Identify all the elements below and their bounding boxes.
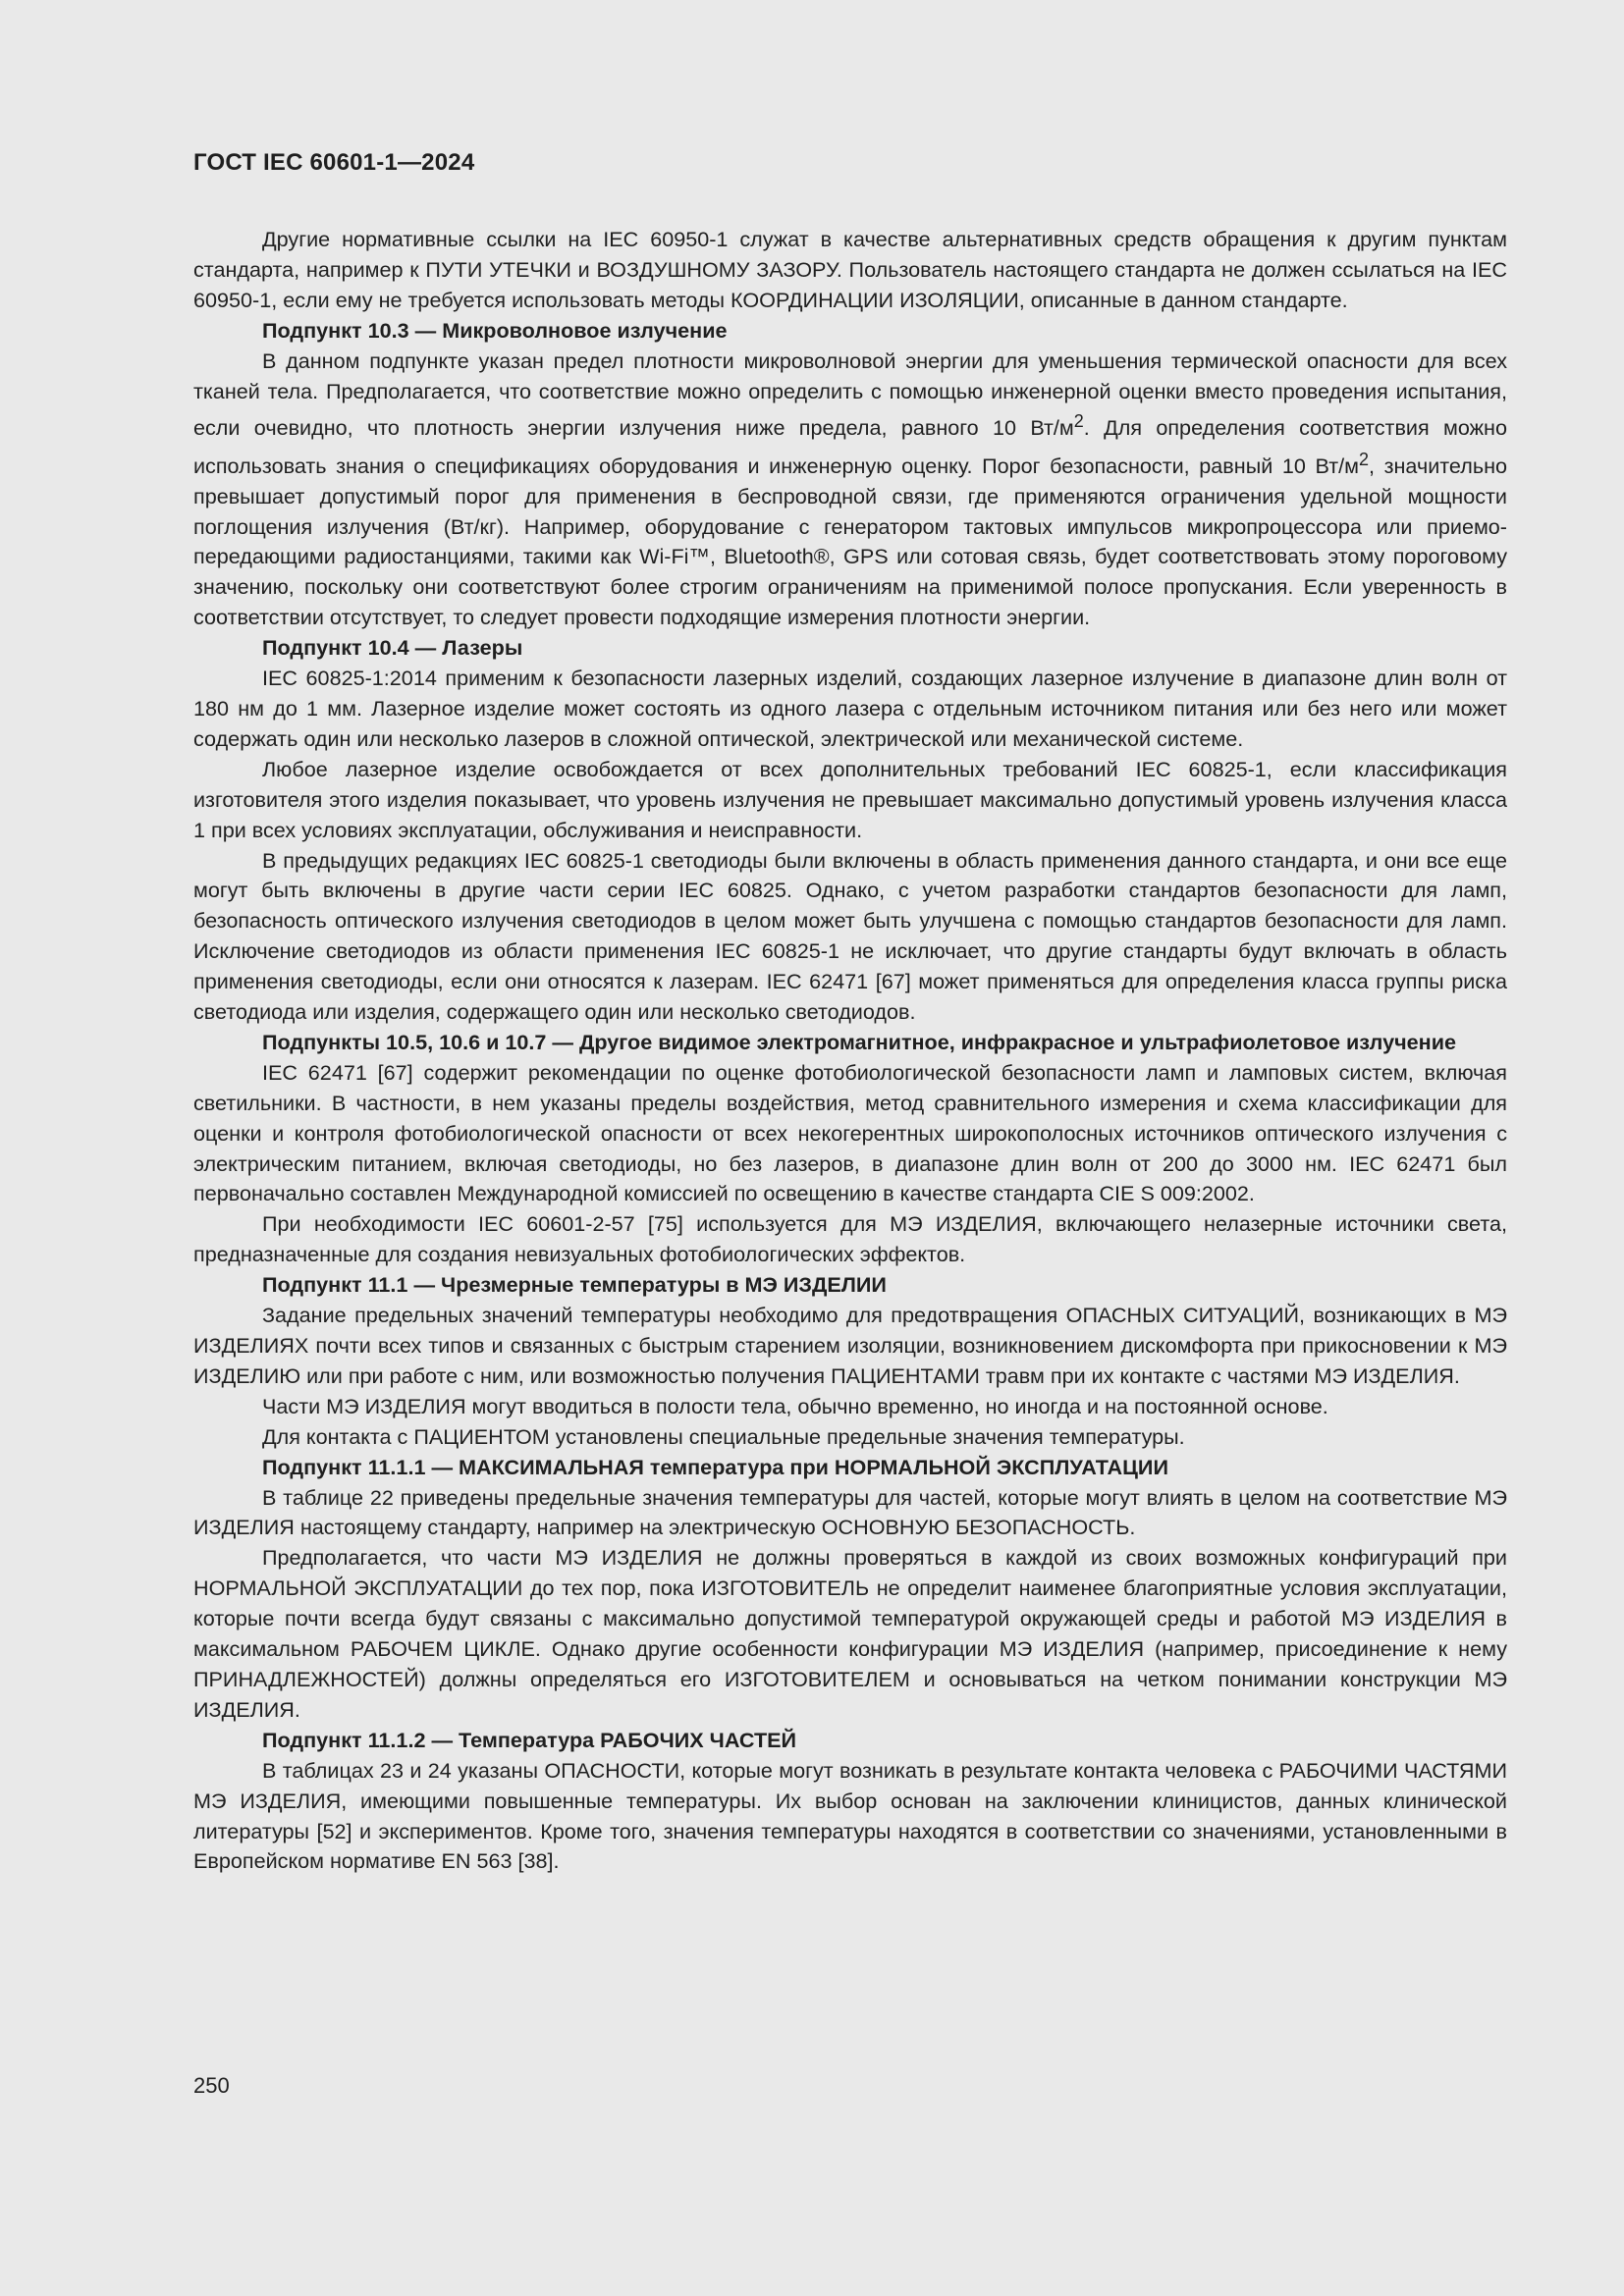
paragraph-10-4-exemption: Любое лазерное изделие освобождается от всех дополнительных требований IEC 60825-1, если классификация изготовителя этого изделия показывает, что уровень излучения не превышает максимально допустимый уровень излучения класса 1 при всех условиях эксплуатации, обслуживания и неисправности. [193, 756, 1507, 842]
paragraph-10-3: В данном подпункте указан предел плотности микроволновой энергии для уменьшения термической опасности для всех тканей тела. Предполагается, что соответствие можно определить с помощью инженерной оценки вместо проведения испытания, если очевидно, что плотность энергии излучения ниже предела, равного 10 $Вт/м^2$. Для определения соответствия можно использовать знания о спецификациях оборудования и инженерную оценку. Порог безопасности, равный 10 $Вт/м^2$, значительно превышает допустимый порог для применения в беспроводной связи, где применяются ограничения удельной мощности поглощения излучения (Вт/кг). Например, оборудование с генератором тактовых импульсов микропроцессора или приемо-передающими радиостанциями, такими как Wi-Fi™, Bluetooth®, GPS или сотовая связь, будет соответствовать этому пороговому значению, поскольку они соответствуют более строгим ограничениям на применимой полосе пропускания. Если уверенность в соответствии отсутствует, то следует провести подходящие измерения плотности энергии. [193, 347, 1507, 630]
paragraph-10-5-iec60601-2-57: При необходимости IEC 60601-2-57 [75] используется для МЭ ИЗДЕЛИЯ, включающего нелазерные источники света, предназначенные для создания невизуальных фотобиологических эффектов. [193, 1211, 1507, 1267]
page-number: 250 [193, 2073, 230, 2098]
paragraph-11-1-limits: Задание предельных значений температуры необходимо для предотвращения ОПАСНЫХ СИТУАЦИЙ, возникающих в МЭ ИЗДЕЛИЯХ почти всех типов и связанных с быстрым старением изоляции, возникновением дискомфорта при прикосновении к МЭ ИЗДЕЛИЮ или при работе с ним, или возможностью получения ПАЦИЕНТАМИ травм при их контакте с частями МЭ ИЗДЕЛИЯ. [193, 1303, 1507, 1388]
heading-11-1-2: Подпункт 11.1.2 — Температура РАБОЧИХ ЧАСТЕЙ [262, 1727, 797, 1752]
heading-10-5-10-6-10-7: Подпункты 10.5, 10.6 и 10.7 — Другое видимое электромагнитное, инфракрасное и ультрафиолетовое излучение [262, 1029, 1456, 1054]
paragraph-11-1-1-table22: В таблице 22 приведены предельные значения температуры для частей, которые могут влиять в целом на соответствие МЭ ИЗДЕЛИЯ настоящему стандарту, например на электрическую ОСНОВНУЮ БЕЗОПАСНОСТЬ. [193, 1484, 1507, 1540]
heading-11-1: Подпункт 11.1 — Чрезмерные температуры в МЭ ИЗДЕЛИИ [262, 1272, 887, 1298]
paragraph-10-4-scope: IEC 60825-1:2014 применим к безопасности лазерных изделий, создающих лазерное излучение в диапазоне длин волн от 180 нм до 1 мм. Лазерное изделие может состоять из одного лазера с отдельным источником питания или без него или может содержать один или несколько лазеров в сложной оптической, электрической или механической системе. [193, 666, 1507, 751]
paragraph-10-5-iec62471: IEC 62471 [67] содержит рекомендации по оценке фотобиологической безопасности ламп и ламповых систем, включая светильники. В частности, в нем указаны пределы воздействия, метод сравнительного измерения и схема классификации для оценки и контроля фотобиологической опасности от всех некогерентных широкополосных источников оптического излучения с электрическим питанием, включая светодиоды, но без лазеров, в диапазоне длин волн от 200 до 3000 нм. IEC 62471 был первоначально составлен Международной комиссией по освещению в качестве стандарта CIE S 009:2002. [193, 1059, 1507, 1206]
paragraph-11-1-2-tables23-24: В таблицах 23 и 24 указаны ОПАСНОСТИ, которые могут возникать в результате контакта человека с РАБОЧИМИ ЧАСТЯМИ МЭ ИЗДЕЛИЯ, имеющими повышенные температуры. Их выбор основан на заключении клиницистов, данных клинической литературы [52] и экспериментов. Кроме того, значения температуры находятся в соответствии со значениями, установленными в Европейском нормативе EN 563 [38]. [193, 1757, 1507, 1874]
heading-10-3: Подпункт 10.3 — Микроволновое излучение [262, 317, 728, 343]
paragraph-11-1-1-configurations: Предполагается, что части МЭ ИЗДЕЛИЯ не должны проверяться в каждой из своих возможных конфигураций при НОРМАЛЬНОЙ ЭКСПЛУАТАЦИИ до тех пор, пока ИЗГОТОВИТЕЛЬ не определит наименее благоприятные условия эксплуатации, которые почти всегда будут связаны с максимально допустимой температурой окружающей среды и работой МЭ ИЗДЕЛИЯ в максимальном РАБОЧЕМ ЦИКЛЕ. Однако другие особенности конфигурации МЭ ИЗДЕЛИЯ (например, присоединение к нему ПРИНАДЛЕЖНОСТЕЙ) должны определяться его ИЗГОТОВИТЕЛЕМ и основываться на четком понимании конструкции МЭ ИЗДЕЛИЯ. [193, 1545, 1507, 1722]
paragraph-11-1-cavities: Части МЭ ИЗДЕЛИЯ могут вводиться в полости тела, обычно временно, но иногда и на постоянной основе. [262, 1393, 1328, 1418]
document-body [193, 225, 1507, 1877]
heading-11-1-1: Подпункт 11.1.1 — МАКСИМАЛЬНАЯ температура при НОРМАЛЬНОЙ ЭКСПЛУАТАЦИИ [262, 1454, 1168, 1479]
paragraph-11-1-patient-contact: Для контакта с ПАЦИЕНТОМ установлены специальные предельные значения температуры. [262, 1423, 1185, 1449]
heading-10-4: Подпункт 10.4 — Лазеры [262, 635, 523, 661]
standard-code-header: ГОСТ IEC 60601-1—2024 [193, 149, 475, 176]
paragraph-other-references: Другие нормативные ссылки на IEC 60950-1 служат в качестве альтернативных средств обращения к другим пунктам стандарта, например к ПУТИ УТЕЧКИ и ВОЗДУШНОМУ ЗАЗОРУ. Пользователь настоящего стандарта не должен ссылаться на IEC 60950-1, если ему не требуется использовать методы КООРДИНАЦИИ ИЗОЛЯЦИИ, описанные в данном стандарте. [193, 227, 1507, 312]
paragraph-10-4-leds: В предыдущих редакциях IEC 60825-1 светодиоды были включены в область применения данного стандарта, и они все еще могут быть включены в другие части серии IEC 60825. Однако, с учетом разработки стандартов безопасности для ламп, безопасность оптического излучения светодиодов в целом может быть улучшена с помощью стандартов безопасности для ламп. Исключение светодиодов из области применения IEC 60825-1 не исключает, что другие стандарты будут включать в область применения светодиоды, если они относятся к лазерам. IEC 62471 [67] может применяться для определения класса группы риска светодиода или изделия, содержащего один или несколько светодиодов. [193, 847, 1507, 1025]
